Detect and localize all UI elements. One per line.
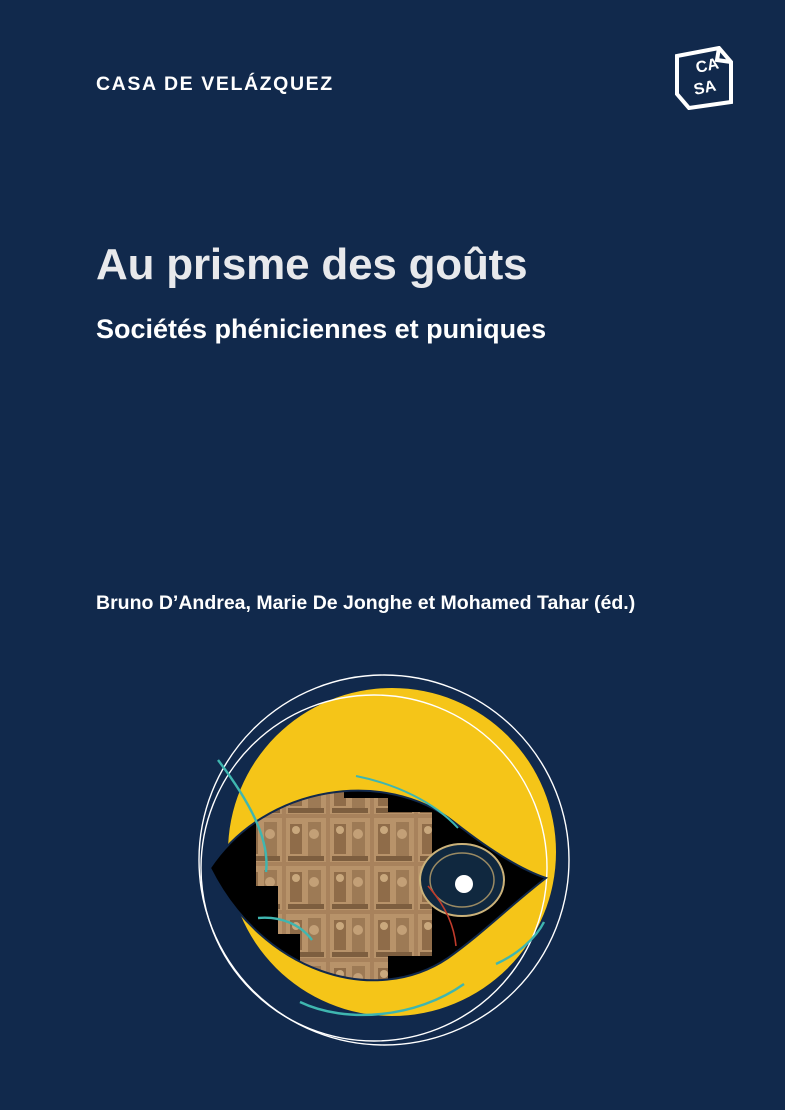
publisher-name: CASA DE VELÁZQUEZ [96,73,334,95]
page-subtitle: Sociétés phéniciennes et puniques [96,314,547,344]
page-title: Au prisme des goûts [96,240,528,289]
svg-text:CA: CA [694,55,721,77]
cover-artwork [196,672,572,1048]
svg-text:SA: SA [692,77,718,99]
bottom-bar [0,1096,785,1110]
authors-line: Bruno D’Andrea, Marie De Jonghe et Mohamed Tahar (éd.) [96,592,636,614]
casa-de-velazquez-logo-icon [673,46,735,110]
